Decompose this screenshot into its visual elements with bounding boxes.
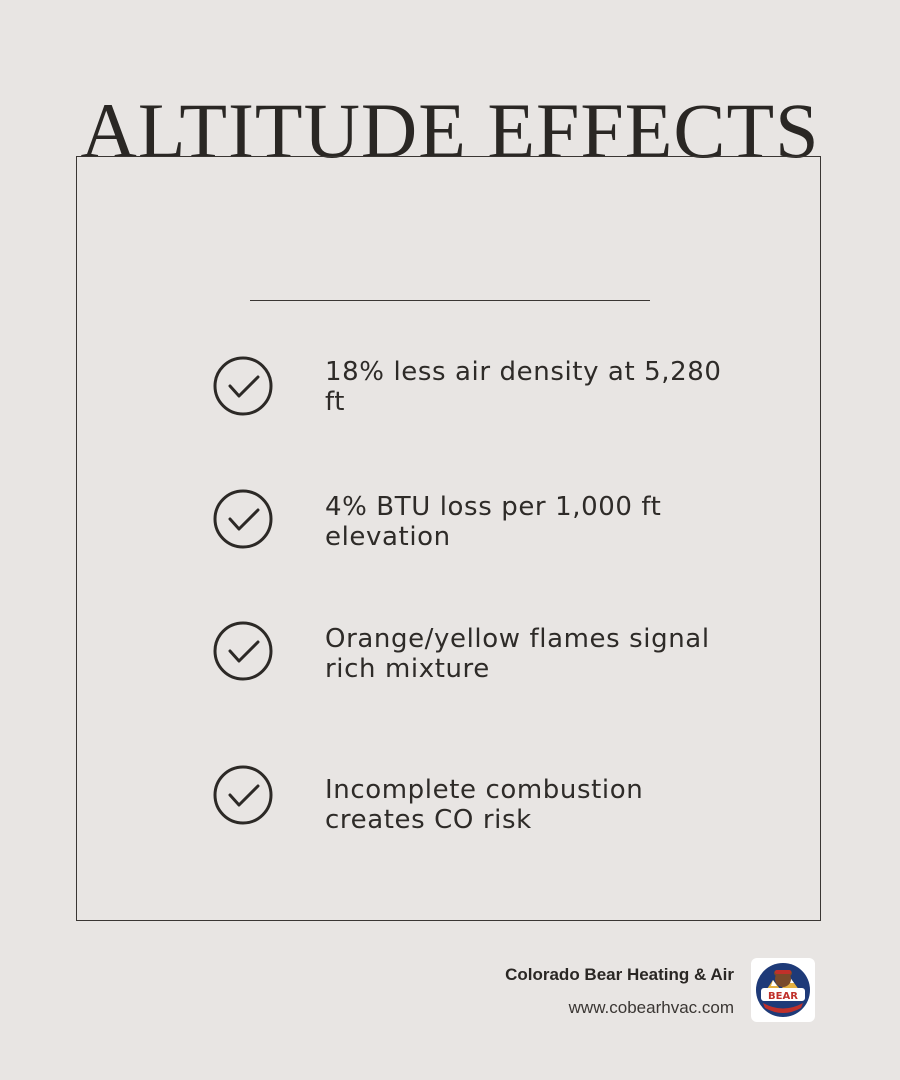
brand-block [505, 963, 734, 1020]
list-item-text: 4% BTU loss per 1,000 ft elevation [325, 492, 662, 552]
list-item [0, 355, 900, 435]
list-item-text: Incomplete combustion creates CO risk [325, 775, 644, 835]
list-item [0, 764, 900, 844]
list-item-text: 18% less air density at 5,280 ft [325, 357, 722, 417]
brand-url[interactable]: www.cobearhvac.com [568, 998, 734, 1017]
list-item-text: Orange/yellow flames signal rich mixture [325, 624, 710, 684]
divider-line [250, 300, 650, 301]
list-item [0, 488, 900, 568]
page-title: ALTITUDE EFFECTS [80, 87, 820, 175]
colorado-bear-logo-icon [751, 958, 815, 1022]
check-circle-icon [212, 488, 274, 550]
check-circle-icon [212, 620, 274, 682]
list-item [0, 620, 900, 700]
check-circle-icon [212, 355, 274, 417]
brand-name: Colorado Bear Heating & Air [505, 965, 734, 984]
svg-text:BEAR: BEAR [768, 991, 798, 1002]
check-circle-icon [212, 764, 274, 826]
